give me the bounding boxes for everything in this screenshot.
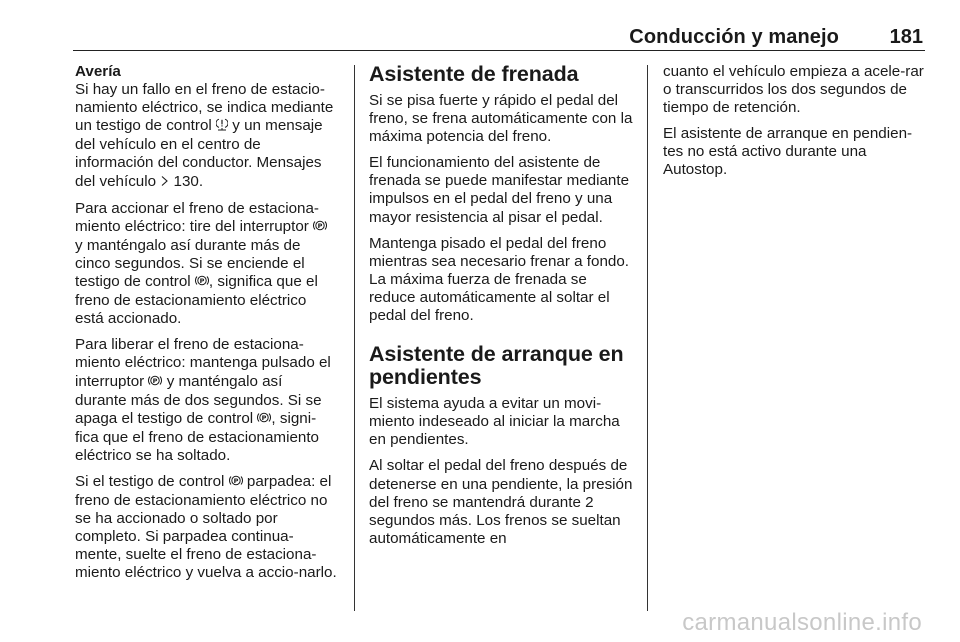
column-3: [663, 63, 925, 188]
watermark: carmanualsonline.info: [682, 609, 922, 636]
release-text-1: Para liberar el freno de estaciona-miento eléctrico: mantenga pulsado el interruptor: [75, 336, 331, 390]
svg-text:P: P: [317, 221, 323, 230]
parking-brake-icon: [148, 374, 162, 392]
hill-start-heading: Asistente de arranque en pendientes: [369, 342, 624, 390]
fault-text-1: Si hay un fallo en el freno de estacio-namiento eléctrico, se indica mediante un testigo de control: [75, 81, 334, 135]
column-1: [75, 63, 337, 591]
brake-assist-paragraph-1: Si se pisa fuerte y rápido el pedal del freno, se frena automáticamente con la máxima potencia del freno.: [369, 92, 633, 146]
brake-assist-heading: Asistente de frenada: [369, 62, 579, 86]
column-2: [369, 63, 633, 556]
blink-text-1: Si el testigo de control: [75, 472, 225, 490]
parking-brake-icon: [313, 219, 327, 237]
column-divider-2: [647, 65, 648, 611]
parking-brake-icon: [229, 474, 243, 492]
parking-brake-fault-icon: [216, 118, 228, 136]
hill-start-paragraph-1: El sistema ayuda a evitar un movi-miento indeseado al iniciar la marcha en pendientes.: [369, 395, 620, 449]
brake-assist-paragraph-2: El funcionamiento del asistente de frenada se puede manifestar mediante impulsos en el pedal del freno y una mayor resistencia al pisar el pedal.: [369, 154, 630, 226]
release-text-2: y manténgalo así durante más de dos segundos. Si se apaga el testigo de control: [75, 372, 322, 427]
apply-text-3: , significa que el freno de estacionamiento eléctrico está accionado.: [75, 273, 318, 328]
release-paragraph: [75, 336, 337, 465]
blink-text-2: parpadea: el freno de estacionamiento eléctrico no se ha accionado o soltado por completo. Si parpadea continua-mente, suelte el freno de estaciona-miento eléctrico y vuelva a accio-narlo.: [75, 472, 337, 582]
page-number: 181: [889, 26, 923, 48]
parking-brake-icon: [195, 274, 209, 292]
section-title: Conducción y manejo: [629, 26, 839, 48]
page-header: [73, 22, 925, 51]
parking-brake-icon: [257, 411, 271, 429]
svg-text:P: P: [153, 376, 158, 385]
hill-start-paragraph-3: cuanto el vehículo empieza a acele-rar o transcurridos los dos segundos de tiempo de retención.: [663, 63, 924, 117]
fault-page-ref: 130.: [173, 172, 204, 190]
svg-text:P: P: [262, 413, 267, 422]
column-divider-1: [354, 65, 355, 611]
blink-paragraph: [75, 473, 337, 583]
apply-text-1: Para accionar el freno de estaciona-miento eléctrico: tire del interruptor: [75, 199, 319, 235]
fault-paragraph: [75, 81, 337, 192]
hill-start-paragraph-4: El asistente de arranque en pendien-tes no está activo durante una Autostop.: [663, 125, 913, 179]
release-text-3: , signi-fica que el freno de estacionamiento eléctrico se ha soltado.: [75, 409, 320, 464]
fault-text-2: y un mensaje del vehículo en el centro de información del conductor. Mensajes del vehículo: [75, 117, 323, 190]
svg-text:P: P: [233, 476, 239, 485]
apply-paragraph: [75, 200, 337, 329]
svg-text:P: P: [199, 276, 205, 285]
fault-heading: Avería: [75, 63, 121, 80]
apply-text-2: y manténgalo así durante más de cinco segundos. Si se enciende el testigo de control: [75, 236, 305, 291]
page-reference-arrow-icon: [160, 174, 169, 192]
hill-start-paragraph-2: Al soltar el pedal del freno después de detenerse en una pendiente, la presión del freno se mantendrá durante 2 segundos más. Los frenos se sueltan automáticamente en: [369, 457, 633, 547]
brake-assist-paragraph-3: Mantenga pisado el pedal del freno mientras sea necesario frenar a fondo. La máxima fuerza de frenada se reduce automáticamente al soltar el pedal del freno.: [369, 234, 630, 325]
